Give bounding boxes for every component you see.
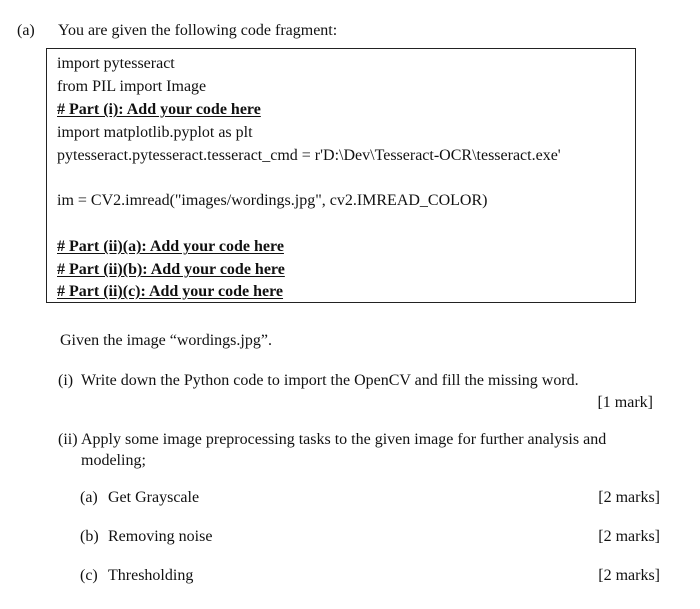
- part-ii-text-line1: Apply some image preprocessing tasks to the given image for further analysis and: [81, 431, 607, 448]
- code-placeholder-part-i: # Part (i): Add your code here: [57, 101, 261, 118]
- subpart-c-label: (c): [80, 567, 98, 584]
- code-placeholder-part-ii-b: # Part (ii)(b): Add your code here: [57, 261, 285, 278]
- subpart-b-label: (b): [80, 528, 99, 545]
- code-line: im = CV2.imread("images/wordings.jpg", cv2.IMREAD_COLOR): [57, 192, 488, 209]
- part-ii-text-line2: modeling;: [81, 452, 146, 469]
- subpart-c-text: Thresholding: [108, 567, 194, 584]
- question-intro: You are given the following code fragment:: [58, 22, 338, 39]
- subpart-a-text: Get Grayscale: [108, 489, 200, 506]
- subpart-c-marks: [2 marks]: [598, 567, 660, 584]
- subpart-a-marks: [2 marks]: [598, 489, 660, 506]
- subpart-b-text: Removing noise: [108, 528, 213, 545]
- code-line: from PIL import Image: [57, 78, 207, 95]
- code-fragment-box: [46, 48, 636, 303]
- code-line: import pytesseract: [57, 55, 175, 72]
- code-line: pytesseract.pytesseract.tesseract_cmd = r'D:\Dev\Tesseract-OCR\tesseract.exe': [57, 147, 561, 164]
- part-i-text: Write down the Python code to import the OpenCV and fill the missing word.: [81, 372, 579, 389]
- code-placeholder-part-ii-a: # Part (ii)(a): Add your code here: [57, 238, 284, 255]
- given-image-text: Given the image “wordings.jpg”.: [60, 332, 272, 349]
- code-placeholder-part-ii-c: # Part (ii)(c): Add your code here: [57, 283, 284, 300]
- question-label: (a): [17, 22, 35, 39]
- subpart-a-label: (a): [80, 489, 98, 506]
- part-i-marks: [1 mark]: [597, 394, 653, 411]
- part-i-label: (i): [58, 372, 74, 389]
- part-ii-label: (ii): [58, 431, 78, 448]
- subpart-b-marks: [2 marks]: [598, 528, 660, 545]
- code-line: import matplotlib.pyplot as plt: [57, 124, 253, 141]
